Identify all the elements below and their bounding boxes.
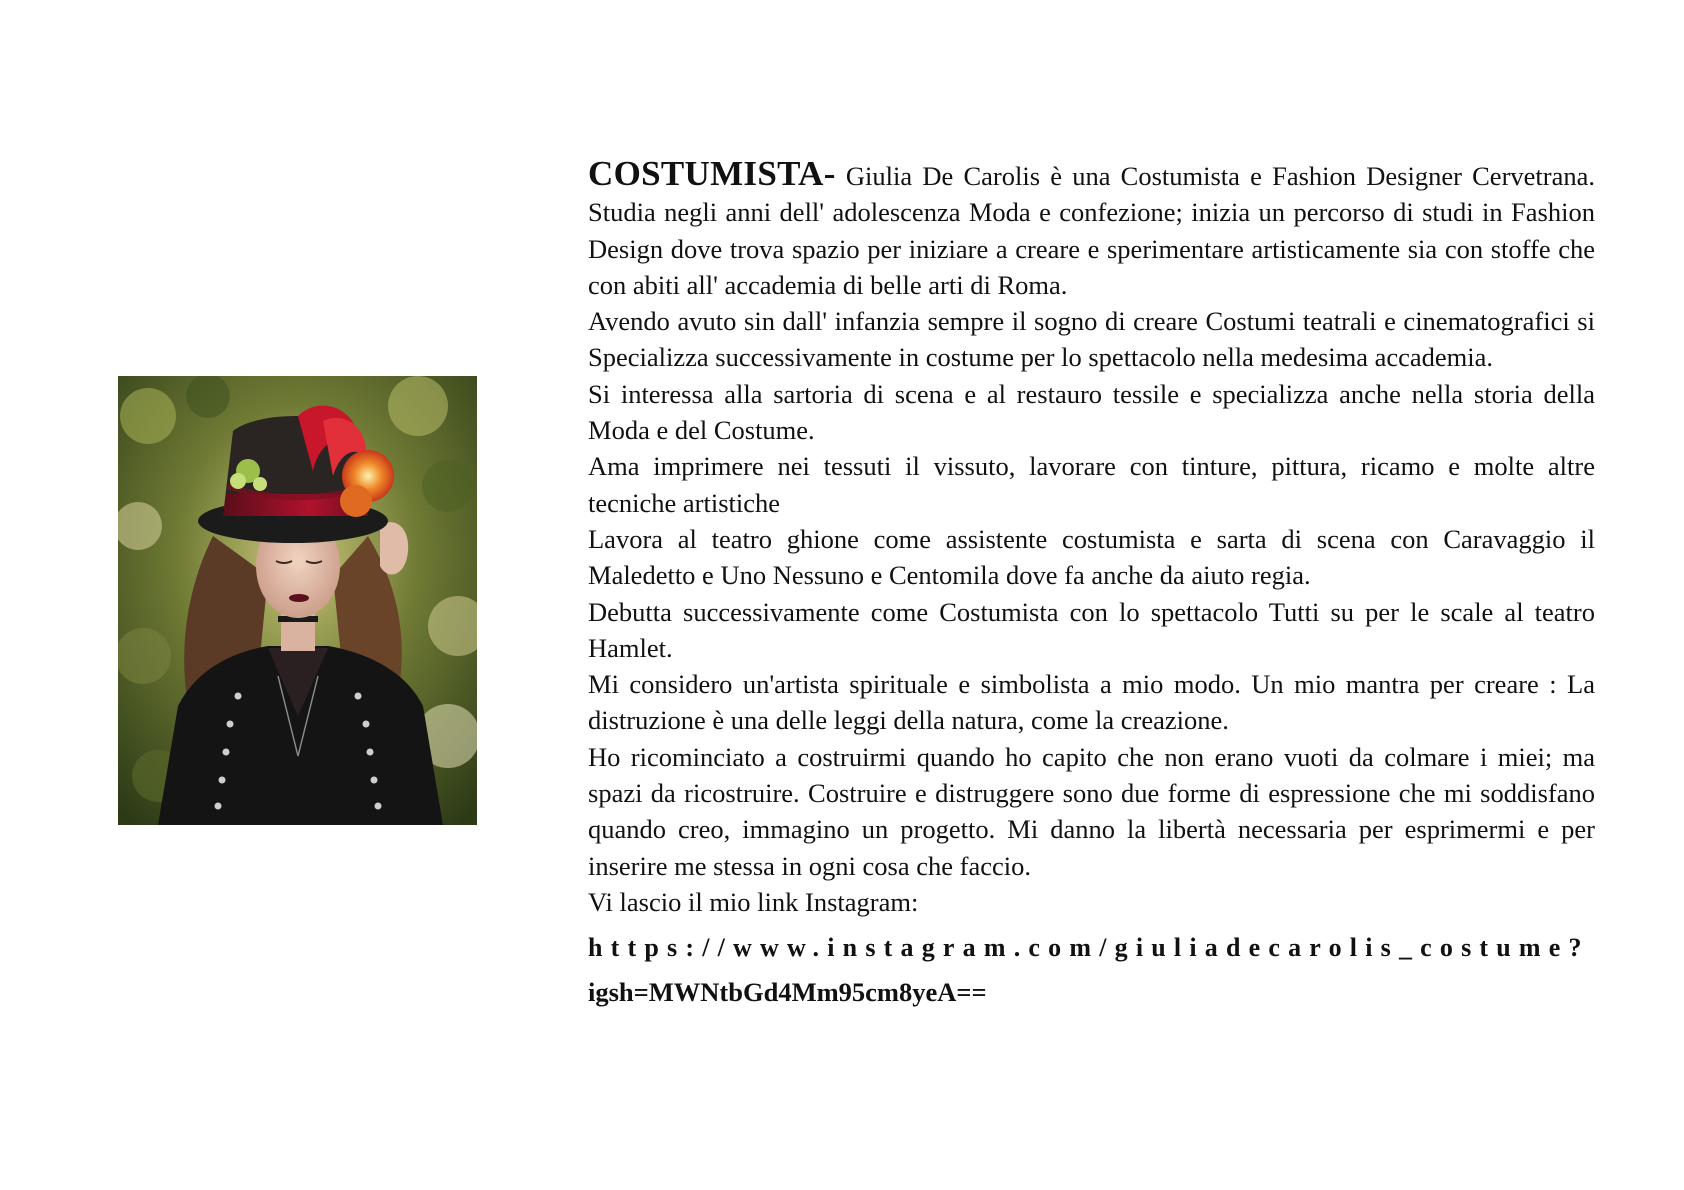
bio-text: [588, 156, 1595, 1014]
bio-paragraph-4: Lavora al teatro ghione come assistente costumista e sarta di scena con Caravaggio il Maledetto e Uno Nessuno e Centomila dove fa anche da aiuto regia.: [588, 523, 1595, 591]
instagram-link[interactable]: [588, 926, 1595, 970]
headline: COSTUMISTA-: [588, 154, 836, 193]
bio-paragraph-5: Debutta successivamente come Costumista con lo spettacolo Tutti su per le scale al teatro Hamlet.: [588, 596, 1595, 663]
portrait-photo: [118, 376, 477, 825]
bio-paragraph-1: Avendo avuto sin dall' infanzia sempre il sogno di creare Costumi teatrali e cinematografici si Specializza successivamente in costume per lo spettacolo nella medesima accademia.: [588, 306, 1595, 373]
bio-paragraph-3: Ama imprimere nei tessuti il vissuto, lavorare con tinture, pittura, ricamo e molte altre tecniche artistiche: [588, 451, 1595, 518]
instagram-link-tail[interactable]: igsh=MWNtbGd4Mm95cm8yeA==: [588, 977, 987, 1008]
bio-paragraph-6: Mi considero un'artista spirituale e simbolista a mio modo. Un mio mantra per creare : La distruzione è una delle leggi della natura, come la creazione.: [588, 669, 1595, 736]
instagram-intro: Vi lascio il mio link Instagram:: [588, 886, 919, 917]
bio-paragraph-2: Si interessa alla sartoria di scena e al restauro tessile e specializza anche nella storia della Moda e del Costume.: [588, 378, 1595, 446]
bio-paragraph-7: Ho ricominciato a costruirmi quando ho capito che non erano vuoti da colmare i miei; ma spazi da ricostruire. Costruire e distruggere sono due forme di espressione che mi soddisfano quando creo, immagino un progetto. Mi danno la libertà necessaria per esprimermi e per inserire me stessa in ogni cosa che faccio.: [588, 741, 1595, 881]
bio-intro-paragraph: [588, 156, 1595, 303]
instagram-link-part1[interactable]: https://www.instagram.com/giuliadecarolis_costume?: [588, 933, 1590, 963]
bio-intro: Giulia De Carolis è una Costumista e Fashion Designer Cervetrana. Studia negli anni dell' adolescenza Moda e confezione; inizia un percorso di studi in Fashion Design dove trova spazio per iniziare a creare e sperimentare artisticamente sia con stoffe che con abiti all' accademia di belle arti di Roma.: [588, 161, 1595, 300]
portrait-image: [118, 376, 477, 825]
